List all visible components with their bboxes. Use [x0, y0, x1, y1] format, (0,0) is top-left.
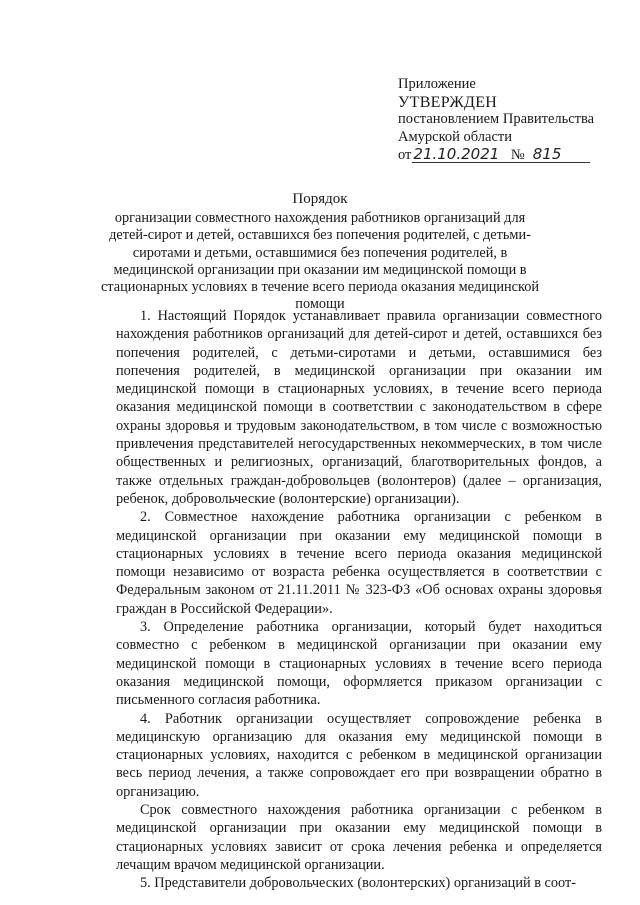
paragraph: 5. Представители добровольческих (волонтерских) организаций в соот-	[140, 875, 576, 892]
handwritten-date: 21.10.2021	[413, 145, 500, 163]
appendix-label: Приложение	[398, 76, 476, 92]
document-title: Порядок	[292, 191, 348, 207]
approval-block	[398, 76, 594, 165]
region-label: Амурской области	[398, 128, 512, 145]
document-body	[116, 307, 602, 893]
number-prefix: №	[510, 147, 525, 163]
paragraph: 3. Определение работника организации, который будет находиться совместно с ребенком в медицинской организации при оказании ему медицинской помощи в стационарных условиях в течение всего периода оказания медицинской помощи, оформляется приказом организации с письменного согласия работника.	[116, 619, 602, 709]
date-underline	[412, 162, 590, 163]
handwritten-number: 815	[532, 145, 562, 163]
paragraph: Срок совместного нахождения работника организации с ребенком в медицинской организации при оказании ему медицинской помощи в стационарных условиях зависит от срока лечения ребенка и определяется лечащим врачом медицинской организации.	[116, 802, 602, 873]
date-prefix: от	[398, 147, 412, 163]
approved-label: УТВЕРЖДЕН	[398, 93, 498, 111]
document-subtitle: организации совместного нахождения работников организаций для детей-сирот и детей, оставшихся без попечения родителей, с детьми-сиротами и детьми, оставшимися без попечения родителей, в медицинской организации при оказании им медицинской помощи в стационарных условиях в течение всего периода оказания медицинской помощи	[100, 210, 540, 313]
paragraph: 1. Настоящий Порядок устанавливает правила организации совместного нахождения работников организаций для детей-сирот и детей, оставшихся без попечения родителей, с детьми-сиротами и детьми, оставшимися без попечения родителей, в медицинской организации при оказании им медицинской помощи в стационарных условиях, в течение всего периода оказания медицинской помощи в соответствии с законодательством в сфере охраны здоровья и трудовым законодательством, в том числе с возможностью привлечения представителей негосударственных некоммерческих, в том числе общественных и религиозных, организаций, благотворительных фондов, а также отдельных граждан-добровольцев (волонтеров) (далее – организация, ребенок, добровольческие (волонтерские) организации).	[116, 308, 602, 507]
date-line	[398, 146, 594, 165]
paragraph: 2. Совместное нахождение работника организации с ребенком в медицинской организации при оказании ему медицинской помощи в стационарных условиях в течение всего периода оказания медицинской помощи независимо от возраста ребенка осуществляется в соответствии с Федеральным законом от 21.11.2011 № 323-ФЗ «Об основах охраны здоровья граждан в Российской Федерации».	[116, 509, 602, 617]
resolution-label: постановлением Правительства	[398, 111, 595, 127]
paragraph: 4. Работник организации осуществляет сопровождение ребенка в медицинскую организацию для оказания ему медицинской помощи в стационарных условиях, находится с ребенком в медицинской организации весь период лечения, а также сопровождает его при возвращении обратно в организацию.	[116, 710, 602, 800]
